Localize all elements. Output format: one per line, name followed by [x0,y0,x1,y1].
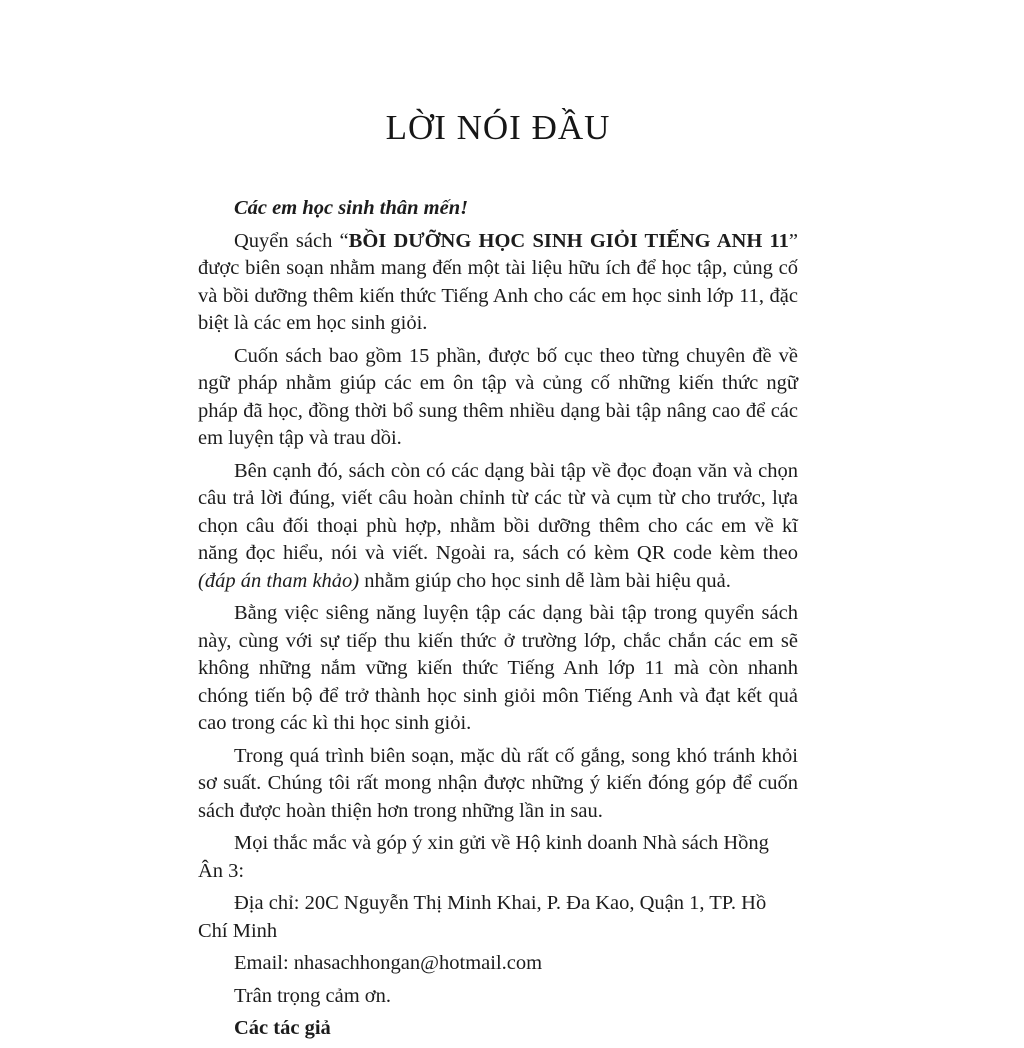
paragraph-apology: Trong quá trình biên soạn, mặc dù rất cố gắng, song khó tránh khỏi sơ suất. Chúng tôi rất mong nhận được những ý kiến đóng góp để cuốn sách được hoàn thiện hơn trong những lần in sau. [198,744,798,822]
paragraph-exercises-post: nhằm giúp cho học sinh dễ làm bài hiệu quả. [359,569,731,592]
thanks-line: Trân trọng cảm ơn. [234,984,391,1007]
paragraph-book-intro [198,228,798,338]
preface-body [198,195,798,1043]
paragraph-exercises [198,458,798,596]
paragraph-benefits: Bằng việc siêng năng luyện tập các dạng bài tập trong quyển sách này, cùng với sự tiếp thu kiến thức ở trường lớp, chắc chắn các em sẽ không những nắm vững kiến thức Tiếng Anh lớp 11 mà còn nhanh chóng tiến bộ để trở thành học sinh giỏi môn Tiếng Anh và đạt kết quả cao trong các kì thi học sinh giỏi. [198,602,798,734]
answer-key-note: (đáp án tham khảo) [198,569,360,592]
paragraph-book-intro-pre: Quyển sách “ [234,229,349,252]
contact-intro-line: Mọi thắc mắc và góp ý xin gửi về Hộ kinh doanh Nhà sách Hồng Ân 3: [198,832,769,882]
contact-email-line: Email: nhasachhongan@hotmail.com [234,952,543,974]
paragraph-book-intro-post: ” được biên soạn nhằm mang đến một tài liệu hữu ích để học tập, củng cố và bồi dưỡng thêm kiến thức Tiếng Anh cho các em học sinh lớp 11, đặc biệt là các em học sinh giỏi. [198,229,798,334]
page-title: LỜI NÓI ĐẦU [385,108,611,147]
salutation-line: Các em học sinh thân mến! [234,197,469,219]
contact-address-line: Địa chỉ: 20C Nguyễn Thị Minh Khai, P. Đa Kao, Quận 1, TP. Hồ Chí Minh [198,892,767,942]
book-title-text: BỒI DƯỠNG HỌC SINH GIỎI TIẾNG ANH 11 [348,229,789,252]
paragraph-structure: Cuốn sách bao gồm 15 phần, được bố cục theo từng chuyên đề về ngữ pháp nhằm giúp các em ôn tập và củng cố những kiến thức ngữ pháp đã học, đồng thời bổ sung thêm nhiều dạng bài tập nâng cao để các em luyện tập và trau dồi. [198,344,798,449]
paragraph-exercises-pre: Bên cạnh đó, sách còn có các dạng bài tập về đọc đoạn văn và chọn câu trả lời đúng, viết câu hoàn chỉnh từ các từ và cụm từ cho trước, lựa chọn câu đối thoại phù hợp, nhằm bồi dưỡng thêm cho các em về kĩ năng đọc hiểu, nói và viết. Ngoài ra, sách có kèm QR code kèm theo [198,459,798,564]
preface-page [198,108,798,1048]
authors-signature: Các tác giả [234,1017,331,1039]
